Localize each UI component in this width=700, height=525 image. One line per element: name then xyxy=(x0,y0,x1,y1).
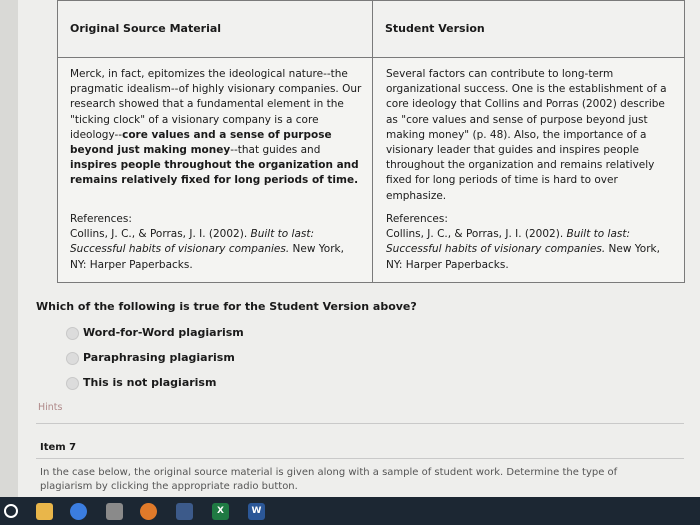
taskbar xyxy=(0,497,700,525)
word-icon[interactable]: W xyxy=(248,503,265,520)
original-cell xyxy=(58,58,373,282)
file-explorer-icon[interactable] xyxy=(36,503,53,520)
ref-title-2: Built to last: Successful habits of visionary companies. xyxy=(386,228,631,256)
header-original-label: Original Source Material xyxy=(70,22,222,35)
ref-authors-2: Collins, J. C., & Porras, J. I. (2002). xyxy=(386,228,567,241)
student-text: Several factors can contribute to long-term organizational success. One is the establishment of a core ideology that Collins and Porras (2002) describe as "core values and sense of purpose beyond just making money" (p. 48). Also, the importance of a visionary leader that guides and inspires people throughout the organization and remains relatively fixed for long periods of time is hard to over emphasize. xyxy=(386,68,667,202)
ref-authors: Collins, J. C., & Porras, J. I. (2002). xyxy=(70,228,251,241)
original-seg-1: Merck, in fact, epitomizes the ideological nature--the pragmatic idealism--of highly visionary companies. Our research showed that a fundamental element in the "ticking clock" of a visionary company is a core ideology-- xyxy=(70,68,362,141)
references-label: References: xyxy=(70,213,132,225)
divider xyxy=(36,423,684,424)
option-label: This is not plagiarism xyxy=(83,376,217,389)
item-label: Item 7 xyxy=(40,442,77,453)
original-seg-3: --that guides and xyxy=(230,144,321,157)
left-gutter xyxy=(0,0,18,497)
original-seg-4: inspires people throughout the organization and remains relatively fixed for long periods of time. xyxy=(70,159,359,187)
option-paraphrasing[interactable] xyxy=(66,351,235,365)
radio-button[interactable] xyxy=(66,327,79,340)
original-text xyxy=(70,67,362,189)
ref-title: Built to last: Successful habits of visionary companies. xyxy=(70,228,315,256)
excel-icon[interactable]: X xyxy=(212,503,229,520)
references-label-2: References: xyxy=(386,213,448,225)
student-references xyxy=(386,212,678,273)
divider xyxy=(36,458,684,459)
header-original xyxy=(58,1,373,58)
instructions-text: In the case below, the original source material is given along with a sample of student work. Determine the type of plagiarism by clicking the appropriate radio button. xyxy=(40,467,618,492)
radio-button[interactable] xyxy=(66,352,79,365)
start-icon[interactable] xyxy=(4,504,18,518)
header-student-label: Student Version xyxy=(385,22,485,35)
hints-link[interactable]: Hints xyxy=(38,402,63,413)
original-references xyxy=(70,212,362,273)
browser-icon[interactable] xyxy=(140,503,157,520)
header-student xyxy=(373,1,684,58)
store-icon[interactable] xyxy=(176,503,193,520)
question-text: Which of the following is true for the Student Version above? xyxy=(36,300,417,313)
chrome-icon[interactable] xyxy=(70,503,87,520)
radio-button[interactable] xyxy=(66,377,79,390)
option-not-plagiarism[interactable] xyxy=(66,376,216,390)
calculator-icon[interactable] xyxy=(106,503,123,520)
option-label: Word-for-Word plagiarism xyxy=(83,326,244,339)
original-seg-2: core values and a sense of purpose beyond just making money xyxy=(70,128,332,157)
comparison-table xyxy=(57,0,685,283)
option-label: Paraphrasing plagiarism xyxy=(83,351,235,364)
student-cell xyxy=(373,58,684,282)
ref-publisher: New York, NY: Harper Paperbacks. xyxy=(70,243,344,271)
ref-publisher-2: New York, NY: Harper Paperbacks. xyxy=(386,243,660,271)
option-word-for-word[interactable] xyxy=(66,326,244,340)
